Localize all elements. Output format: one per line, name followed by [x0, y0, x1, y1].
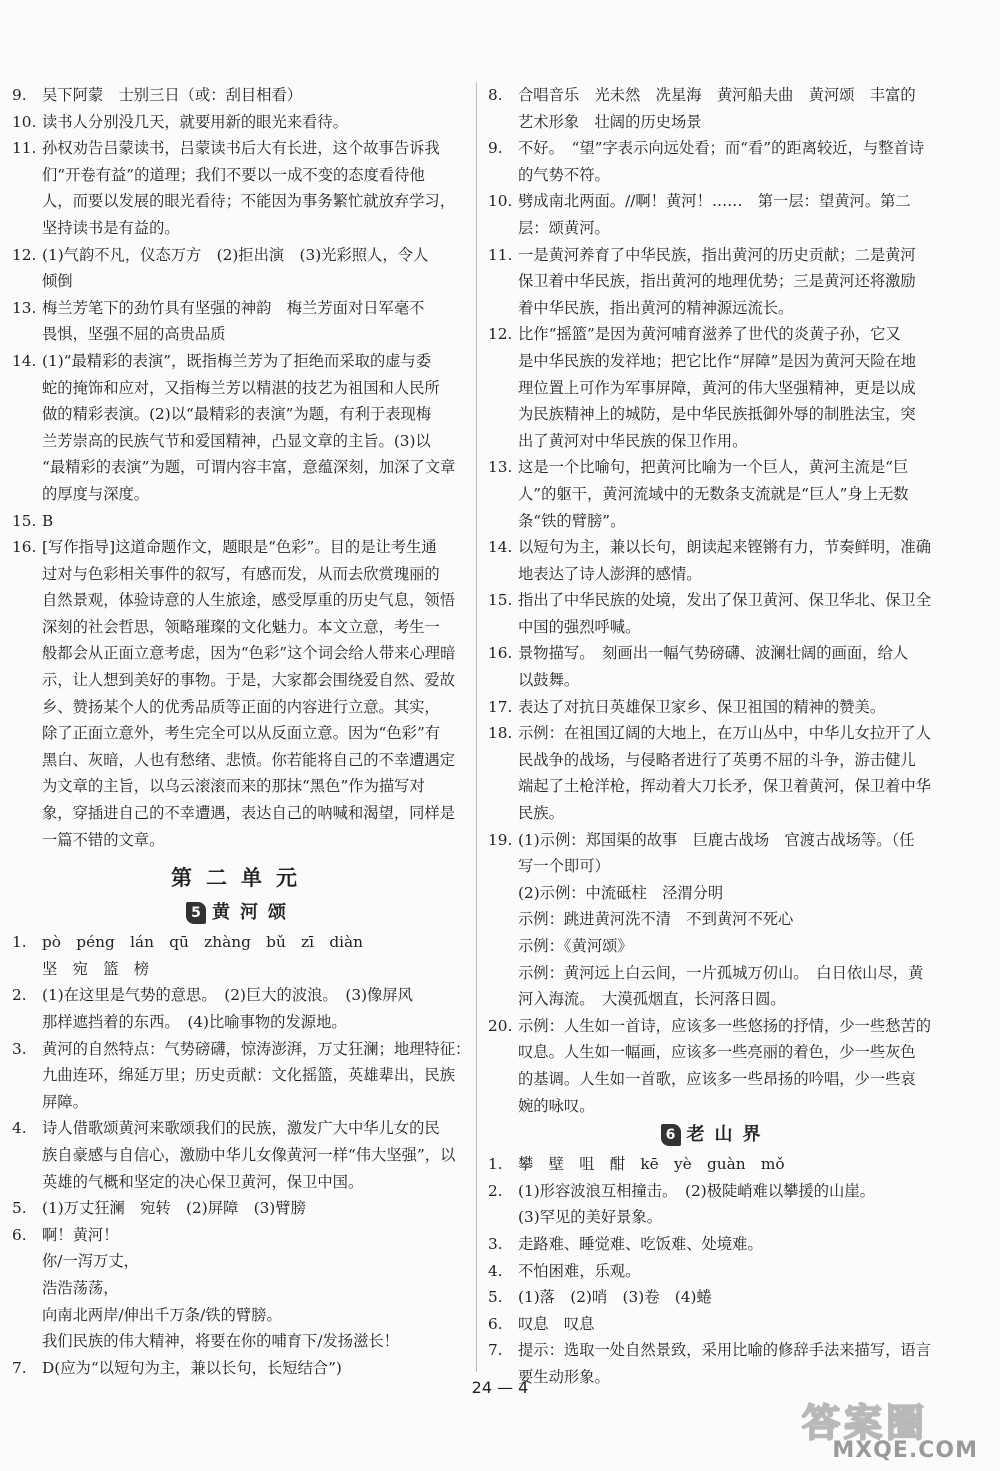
- answer-text-line: 一是黄河养育了中华民族，指出黄河的历史贡献；二是黄河: [518, 245, 916, 264]
- answer-number: 12.: [12, 245, 37, 264]
- answer-item: [12, 348, 470, 508]
- answer-item: [488, 694, 943, 721]
- answer-number: 11.: [12, 139, 37, 158]
- lesson-title: 老山界: [686, 1124, 771, 1146]
- answer-number: 1.: [488, 1155, 503, 1174]
- lesson-5-answer-list: [12, 929, 470, 1381]
- answer-number: 6.: [12, 1225, 27, 1244]
- answer-text-line: 走路难、睡觉难、吃饭难、处境难。: [518, 1234, 763, 1253]
- answer-text-line: (1)示例：郑国渠的故事 巨鹿古战场 官渡古战场等。（任: [518, 830, 915, 849]
- answer-text-line: (2)示例：中流砥柱 泾渭分明: [518, 883, 724, 902]
- answer-text-line: 黑白、灰暗，人也有愁绪、悲愤。你若能将自己的不幸遭遇定: [42, 750, 456, 769]
- answer-text-line: 示例：跳进黄河洗不清 不到黄河不死心: [518, 910, 794, 929]
- answer-item: [12, 982, 470, 1035]
- answer-text-line: 为文章的主旨，以乌云滚滚而来的那抹“黑色”作为描写对: [42, 777, 425, 796]
- answer-item: [488, 242, 943, 322]
- answer-text-line: 黄河的自然特点：气势磅礴，惊涛澎湃，万丈狂澜；地理特征：: [42, 1039, 471, 1058]
- answer-text-line: 提示：选取一处自然景致，采用比喻的修辞手法来描写，语言: [518, 1341, 932, 1360]
- answer-text-line: 层：颂黄河。: [518, 218, 610, 237]
- answer-text-line: 那样遮挡着的东西。 (4)比喻事物的发源地。: [42, 1013, 347, 1031]
- answer-number: 11.: [488, 245, 513, 264]
- lesson-6-heading: [488, 1119, 943, 1151]
- answer-text-line: 示例：人生如一首诗，应该多一些悠扬的抒情，少一些愁苦的: [518, 1016, 932, 1035]
- left-column: [12, 82, 470, 1381]
- answer-text-line: 为民族精神上的城防，是中华民族抵御外辱的制胜法宝，突: [518, 405, 916, 424]
- lesson-6-answer-list: [488, 1151, 943, 1390]
- answer-text-line: 的基调。人生如一首歌，应该多一些昂扬的吟唱，少一些哀: [518, 1069, 916, 1088]
- lesson-number-badge: 5: [186, 902, 206, 924]
- answer-text-line: pò péng lán qū zhàng bǔ zī diàn: [42, 933, 364, 952]
- answer-text-line: 是中华民族的发祥地；把它比作“屏障”是因为黄河天险在地: [518, 351, 917, 370]
- answer-item: [488, 587, 943, 640]
- answer-number: 3.: [488, 1234, 503, 1253]
- answer-number: 12.: [488, 325, 513, 344]
- answer-text-line: (1)“最精彩的表演”，既指梅兰芳为了拒绝而采取的虚与委: [42, 351, 432, 370]
- answer-text-line: 浩浩荡荡，: [42, 1278, 119, 1297]
- answer-text-line: 河入海流。 大漠孤烟直，长河落日圆。: [518, 990, 786, 1009]
- answer-number: 9.: [488, 139, 503, 158]
- answer-item: [488, 1178, 943, 1231]
- answer-text-line: (3)罕见的美好景象。: [518, 1208, 663, 1227]
- answer-text-line: 过对与色彩相关事件的叙写，有感而发，从而去欣赏瑰丽的: [42, 564, 440, 583]
- answer-text-line: 民族。: [518, 804, 564, 823]
- answer-item: [488, 534, 943, 587]
- right-answer-list: [488, 82, 943, 1119]
- lesson-title: 黄河颂: [212, 902, 296, 924]
- answer-item: [12, 508, 470, 535]
- answer-item: [488, 640, 943, 693]
- answer-text-line: (1)气韵不凡，仪态万方 (2)拒出演 (3)光彩照人，令人: [42, 245, 429, 264]
- answer-text-line: 示例：在祖国辽阔的大地上，在万山丛中，中华儿女拉开了人: [518, 724, 932, 743]
- watermark-brand: 答案圈: [802, 1401, 929, 1445]
- answer-text-line: 示例：黄河远上白云间，一片孤城万仞山。 白日依山尽，黄: [518, 963, 924, 982]
- answer-item: [12, 242, 470, 295]
- answer-item: [12, 1222, 470, 1355]
- answer-text-line: 族自豪感与自信心，激励中华儿女像黄河一样“伟大坚强”，以: [42, 1145, 456, 1164]
- answer-text-line: [写作指导]这道命题作文，题眼是“色彩”。目的是让考生通: [42, 538, 437, 557]
- answer-item: [488, 1311, 943, 1338]
- answer-text-line: 示例：《黄河颂》: [518, 937, 633, 955]
- watermark-logo: [792, 1392, 988, 1468]
- answer-text-line: 要生动形象。: [518, 1367, 610, 1386]
- answer-number: 5.: [488, 1288, 503, 1307]
- answer-text-line: 景物描写。 刻画出一幅气势磅礴、波澜壮阔的画面，给人: [518, 644, 909, 663]
- answer-text-line: 叹息 叹息: [518, 1314, 595, 1333]
- answer-number: 13.: [12, 298, 37, 317]
- answer-text-line: 的气势不符。: [518, 165, 610, 184]
- answer-item: [488, 454, 943, 534]
- answer-number: 15.: [488, 591, 513, 610]
- watermark-url: MXQE.COM: [832, 1438, 978, 1463]
- answer-text-line: 九曲连环，绵延万里；历史贡献：文化摇篮，英雄辈出，民族: [42, 1066, 456, 1085]
- answer-text-line: 出了黄河对中华民族的保卫作用。: [518, 431, 748, 450]
- answer-number: 17.: [488, 697, 513, 716]
- answer-text-line: 向南北两岸/伸出千万条/铁的臂膀。: [42, 1305, 282, 1324]
- answer-text-line: 自然景观，体验诗意的人生旅途，感受厚重的历史气息，领悟: [42, 591, 456, 610]
- answer-item: [488, 827, 943, 1013]
- answer-item: [488, 82, 943, 135]
- answer-text-line: 人”的躯干，黄河流域中的无数条支流就是“巨人”身上无数: [518, 484, 909, 503]
- answer-text-line: 不怕困难，乐观。: [518, 1261, 641, 1280]
- answer-number: 5.: [12, 1199, 27, 1218]
- answer-text-line: 象，穿插进自己的不幸遭遇，表达自己的呐喊和渴望，同样是: [42, 804, 456, 823]
- lesson-5-heading: [12, 897, 470, 929]
- answer-number: 6.: [488, 1314, 503, 1333]
- answer-text-line: 理位置上可作为军事屏障，黄河的伟大坚强精神，更是以成: [518, 378, 916, 397]
- answer-text-line: 的厚度与深度。: [42, 484, 150, 503]
- answer-item: [488, 1258, 943, 1285]
- answer-text-line: B: [42, 511, 54, 530]
- left-answer-list: [12, 82, 470, 853]
- answer-text-line: 写一个即可）: [518, 857, 610, 876]
- answer-text-line: 保卫着中华民族，指出黄河的地理优势；三是黄河还将激励: [518, 272, 916, 291]
- answer-number: 4.: [12, 1119, 27, 1138]
- column-divider: [476, 82, 477, 1372]
- answer-text-line: 表达了对抗日英雄保卫家乡、保卫祖国的精神的赞美。: [518, 697, 886, 716]
- answer-text-line: 们“开卷有益”的道理；我们不要以一成不变的态度看待他: [42, 165, 425, 184]
- answer-text-line: 孙权劝告吕蒙读书，吕蒙读书后大有长进，这个故事告诉我: [42, 139, 440, 158]
- answer-item: [488, 1151, 943, 1178]
- answer-item: [488, 720, 943, 826]
- answer-item: [12, 929, 470, 982]
- right-column: [488, 82, 943, 1391]
- answer-number: 9.: [12, 86, 27, 104]
- answer-number: 13.: [488, 458, 513, 477]
- answer-item: [12, 295, 470, 348]
- answer-text-line: 婉的咏叹。: [518, 1096, 595, 1115]
- answer-number: 10.: [488, 192, 513, 211]
- answer-text-line: 攀 壁 咀 酣 kē yè guàn mǒ: [518, 1155, 785, 1174]
- answer-text-line: 坚 宛 篮 榜: [42, 959, 150, 978]
- answer-text-line: (1)形容波浪互相撞击。 (2)极陡峭难以攀援的山崖。: [518, 1181, 875, 1200]
- answer-item: [488, 135, 943, 188]
- answer-text-line: 蛇的掩饰和应对，又指梅兰芳以精湛的技艺为祖国和人民所: [42, 378, 440, 397]
- answer-text-line: 地表达了诗人澎湃的感情。: [518, 564, 702, 583]
- answer-text-line: 除了正面立意外，考生完全可以从反面立意。因为“色彩”有: [42, 724, 441, 743]
- answer-number: 14.: [488, 538, 513, 557]
- answer-item: [488, 1231, 943, 1258]
- answer-number: 2.: [488, 1181, 503, 1200]
- answer-text-line: (1)在这里是气势的意思。 (2)巨大的波浪。 (3)像屏风: [42, 986, 413, 1005]
- answer-text-line: 中国的强烈呼喊。: [518, 617, 641, 636]
- answer-text-line: 畏惧，坚强不屈的高贵品质: [42, 325, 226, 344]
- answer-item: [12, 109, 470, 136]
- answer-text-line: 不好。 “望”字表示向远处看；而“看”的距离较近，与整首诗: [518, 139, 925, 158]
- answer-text-line: D(应为“以短句为主，兼以长句，长短结合”): [42, 1358, 342, 1377]
- answer-number: 15.: [12, 511, 37, 530]
- answer-item: [12, 135, 470, 241]
- answer-number: 1.: [12, 933, 27, 952]
- answer-item: [488, 1013, 943, 1119]
- answer-item: [12, 1115, 470, 1195]
- answer-text-line: 以鼓舞。: [518, 671, 580, 690]
- answer-text-line: (1)万丈狂澜 宛转 (2)屏障 (3)臂膀: [42, 1199, 306, 1218]
- unit-title: 第二单元: [171, 865, 311, 891]
- answer-text-line: 一篇不错的文章。: [42, 830, 165, 849]
- answer-text-line: 着中华民族，指出黄河的精神源远流长。: [518, 298, 794, 317]
- answer-item: [488, 188, 943, 241]
- answer-text-line: 民战争的战场，与侵略者进行了英勇不屈的斗争，游击健儿: [518, 750, 916, 769]
- answer-number: 4.: [488, 1261, 503, 1280]
- answer-text-line: 兰芳崇高的民族气节和爱国精神，凸显文章的主旨。(3)以: [42, 431, 431, 450]
- answer-text-line: 条“铁的臂膀”。: [518, 511, 626, 530]
- answer-item: [488, 1284, 943, 1311]
- answer-number: 19.: [488, 830, 513, 849]
- answer-item: [12, 534, 470, 853]
- answer-text-line: 吴下阿蒙 士别三日（或：刮目相看）: [42, 86, 303, 104]
- answer-item: [12, 1195, 470, 1222]
- answer-text-line: 诗人借歌颂黄河来歌颂我们的民族，激发广大中华儿女的民: [42, 1119, 440, 1138]
- answer-number: 18.: [488, 724, 513, 743]
- answer-item: [12, 1036, 470, 1116]
- answer-text-line: 这是一个比喻句，把黄河比喻为一个巨人，黄河主流是“巨: [518, 458, 909, 477]
- answer-text-line: 做的精彩表演。(2)以“最精彩的表演”为题，有利于表现梅: [42, 405, 432, 424]
- answer-text-line: 坚持读书是有益的。: [42, 218, 180, 237]
- answer-text-line: 人，而要以发展的眼光看待；不能因为事务繁忙就放弃学习，: [42, 192, 456, 211]
- answer-item: [488, 321, 943, 454]
- answer-text-line: 读书人分别没几天，就要用新的眼光来看待。: [42, 112, 348, 131]
- answer-text-line: 屏障。: [42, 1092, 88, 1111]
- answer-text-line: 般都会从正面立意考虑，因为“色彩”这个词会给人带来心理暗: [42, 644, 456, 663]
- answer-text-line: 劈成南北两面。//啊！黄河！…… 第一层：望黄河。第二: [518, 192, 911, 211]
- answer-text-line: 倾倒: [42, 272, 73, 291]
- answer-text-line: 啊！黄河！: [42, 1225, 119, 1244]
- page-number: 24 — 4: [471, 1378, 529, 1397]
- lesson-number-badge: 6: [661, 1124, 681, 1146]
- answer-text-line: 示，让人想到美好的事物。于是，大家都会围绕爱自然、爱故: [42, 671, 456, 690]
- answer-text-line: 指出了中华民族的处境，发出了保卫黄河、保卫华北、保卫全: [518, 591, 932, 610]
- answer-text-line: 深刻的社会哲思，领略璀璨的文化魅力。本文立意，考生一: [42, 617, 440, 636]
- answer-number: 16.: [12, 538, 37, 557]
- answer-number: 8.: [488, 86, 503, 104]
- answer-text-line: 以短句为主，兼以长句，朗读起来铿锵有力，节奏鲜明，准确: [518, 538, 932, 557]
- answer-number: 14.: [12, 351, 37, 370]
- answer-text-line: 比作“摇篮”是因为黄河哺育滋养了世代的炎黄子孙，它又: [518, 325, 901, 344]
- answer-text-line: 我们民族的伟大精神，将要在你的哺育下/发扬滋长！: [42, 1332, 399, 1351]
- answer-number: 20.: [488, 1016, 513, 1035]
- answer-text-line: 英雄的气概和坚定的决心保卫黄河，保卫中国。: [42, 1172, 364, 1191]
- answer-text-line: 艺术形象 壮阔的历史场景: [518, 112, 702, 131]
- answer-text-line: (1)落 (2)哨 (3)卷 (4)蜷: [518, 1288, 712, 1307]
- answer-number: 16.: [488, 644, 513, 663]
- answer-number: 7.: [12, 1358, 27, 1377]
- answer-number: 10.: [12, 112, 37, 131]
- answer-number: 2.: [12, 986, 27, 1005]
- answer-text-line: 梅兰芳笔下的劲竹具有坚强的神韵 梅兰芳面对日军毫不: [42, 298, 425, 317]
- answer-number: 7.: [488, 1341, 503, 1360]
- answer-number: 3.: [12, 1039, 27, 1058]
- answer-text-line: “最精彩的表演”为题，可谓内容丰富，意蕴深刻，加深了文章: [42, 458, 456, 477]
- answer-text-line: 合唱音乐 光未然 冼星海 黄河船夫曲 黄河颂 丰富的: [518, 86, 916, 104]
- answer-item: [12, 82, 470, 109]
- answer-text-line: 叹息。人生如一幅画，应该多一些亮丽的着色，少一些灰色: [518, 1043, 916, 1062]
- answer-text-line: 乡、赞扬某个人的优秀品质等正面的内容进行立意。其实，: [42, 697, 440, 716]
- answer-text-line: 你/一泻万丈，: [42, 1252, 139, 1271]
- answer-text-line: 端起了土枪洋枪，挥动着大刀长矛，保卫着黄河，保卫着中华: [518, 777, 932, 796]
